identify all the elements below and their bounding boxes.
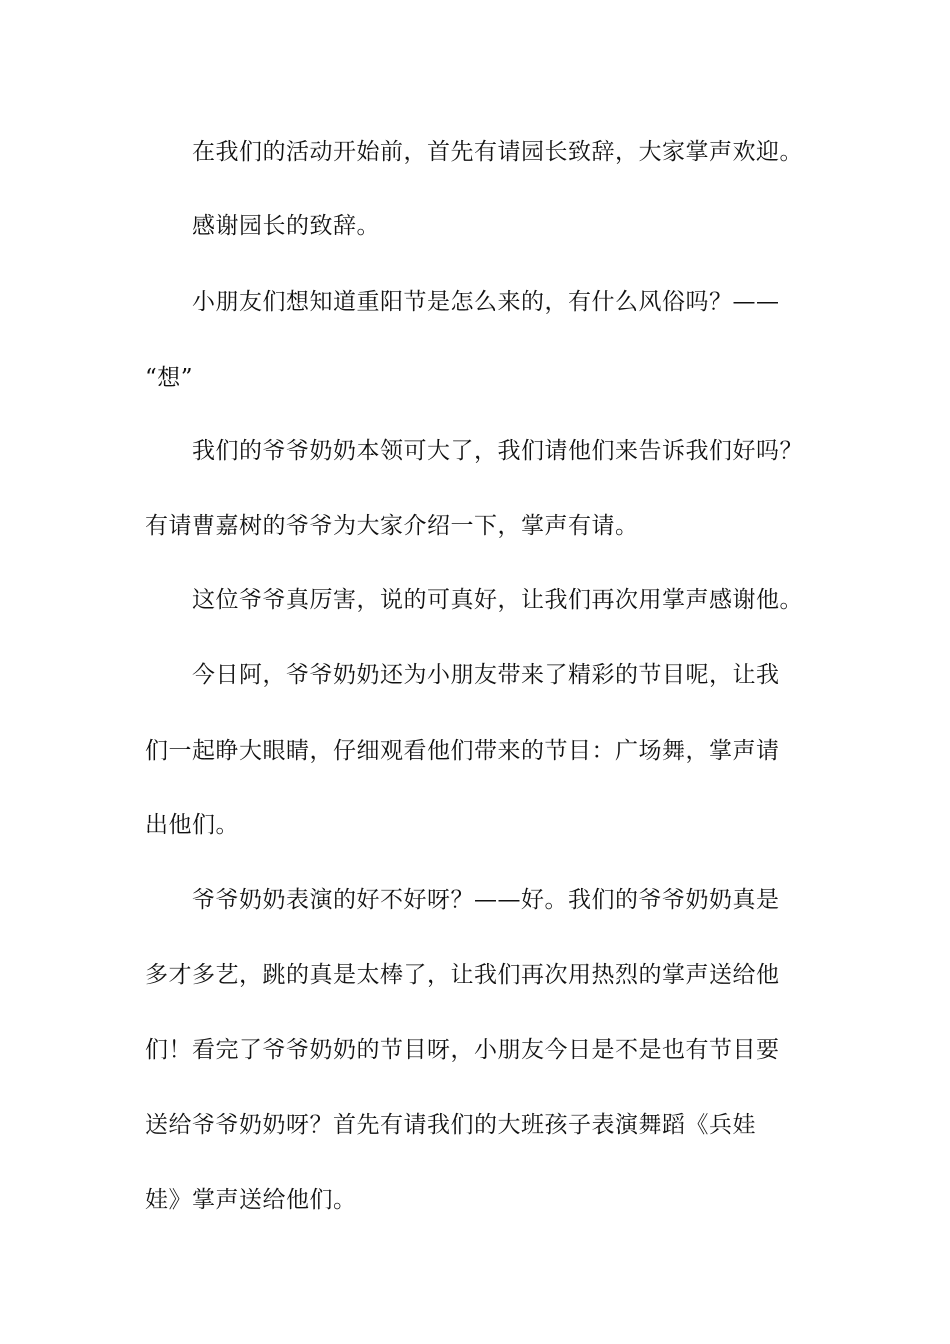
paragraph-line-15: 娃》掌声送给他们。	[145, 1187, 357, 1213]
paragraph-line-5: 我们的爷爷奶奶本领可大了，我们请他们来告诉我们好吗？	[192, 438, 803, 464]
paragraph-line-10: 出他们。	[145, 812, 239, 838]
paragraph-line-9: 们一起睁大眼睛，仔细观看他们带来的节目：广场舞，掌声请	[145, 738, 780, 764]
paragraph-line-2: 感谢园长的致辞。	[192, 213, 380, 239]
paragraph-line-1: 在我们的活动开始前，首先有请园长致辞，大家掌声欢迎。	[192, 139, 803, 165]
paragraph-line-13: 们！看完了爷爷奶奶的节目呀，小朋友今日是不是也有节目要	[145, 1037, 780, 1063]
paragraph-line-11: 爷爷奶奶表演的好不好呀？——好。我们的爷爷奶奶真是	[192, 887, 780, 913]
paragraph-line-7: 这位爷爷真厉害，说的可真好，让我们再次用掌声感谢他。	[192, 587, 803, 613]
paragraph-line-14: 送给爷爷奶奶呀？首先有请我们的大班孩子表演舞蹈《兵娃	[145, 1112, 756, 1138]
paragraph-line-4: “想”	[145, 365, 194, 391]
paragraph-line-12: 多才多艺，跳的真是太棒了，让我们再次用热烈的掌声送给他	[145, 962, 780, 988]
paragraph-line-3: 小朋友们想知道重阳节是怎么来的，有什么风俗吗？——	[192, 289, 780, 315]
paragraph-line-6: 有请曹嘉树的爷爷为大家介绍一下，掌声有请。	[145, 513, 639, 539]
paragraph-line-8: 今日阿，爷爷奶奶还为小朋友带来了精彩的节目呢，让我	[192, 662, 780, 688]
